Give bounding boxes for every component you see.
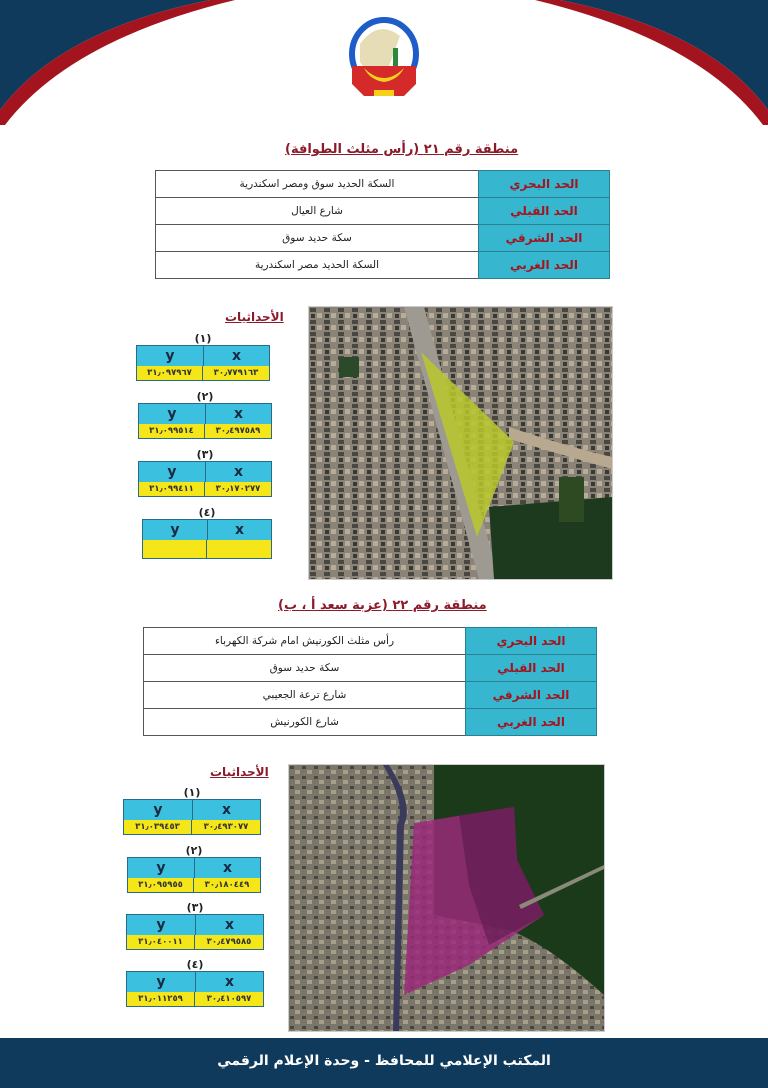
table-row xyxy=(156,198,610,225)
coord-y-value xyxy=(143,540,207,558)
coord-x-value: ٣٠٫٤٩٣٠٧٧ xyxy=(192,820,260,834)
coord-block xyxy=(127,844,261,893)
coord-x-header: x xyxy=(205,462,271,482)
zone-21-bounds-table xyxy=(155,170,610,279)
table-row xyxy=(144,682,597,709)
governorate-logo xyxy=(338,14,430,106)
coord-x-header: x xyxy=(203,346,269,366)
coord-number: (٤) xyxy=(186,958,204,971)
coord-x-value: ٣٠٫٤١٠٥٩٧ xyxy=(195,992,263,1006)
coord-y-header: y xyxy=(143,520,207,540)
table-row xyxy=(144,655,597,682)
coord-x-value: ٣٠٫٤٩٧٥٨٩ xyxy=(205,424,271,438)
coord-x-header: x xyxy=(192,800,260,820)
table-row xyxy=(156,171,610,198)
coord-y-header: y xyxy=(128,858,194,878)
coord-y-header: y xyxy=(139,404,205,424)
satellite-map-zone-21 xyxy=(308,306,613,580)
table-row xyxy=(156,252,610,279)
bound-label: الحد القبلي xyxy=(479,198,610,225)
bound-value: السكة الحديد سوق ومصر اسكندرية xyxy=(156,171,479,198)
bound-label: الحد القبلي xyxy=(466,655,597,682)
coord-number: (٤) xyxy=(198,506,216,519)
coord-x-header: x xyxy=(195,915,263,935)
zone-21-coords-title: الأحداثيات xyxy=(225,310,284,324)
coord-number: (١) xyxy=(183,786,201,799)
coord-x-header: x xyxy=(205,404,271,424)
bound-value: شارع الكورنيش xyxy=(144,709,466,736)
coord-y-value: ٣١٫٠٣٩٤٥٣ xyxy=(124,820,192,834)
zone-21-title: منطقة رقم ٢١ (رأس مثلث الطوافة) xyxy=(285,142,519,157)
bound-label: الحد البحري xyxy=(479,171,610,198)
coord-x-value: ٣٠٫١٧٠٢٧٧ xyxy=(205,482,271,496)
zone-22-bounds-table xyxy=(143,627,597,736)
coord-x-value xyxy=(207,540,271,558)
coord-x-value: ٣٠٫٧٧٩١٦٣ xyxy=(203,366,269,380)
coord-y-value: ٣١٫٠٩٧٩٦٧ xyxy=(137,366,203,380)
footer-text: المكتب الإعلامي للمحافظ - وحدة الإعلام الرقمي xyxy=(217,1053,551,1069)
coord-block xyxy=(142,506,272,559)
coord-block xyxy=(126,901,264,950)
zone-22-title: منطقة رقم ٢٢ (عزبة سعد أ ، ب) xyxy=(278,598,487,613)
coord-x-value: ٣٠٫١٨٠٤٤٩ xyxy=(194,878,260,892)
coord-number: (١) xyxy=(194,332,212,345)
bound-label: الحد الشرقي xyxy=(479,225,610,252)
table-row xyxy=(144,709,597,736)
coord-block xyxy=(136,332,270,381)
coord-y-value: ٣١٫٠١١٢٥٩ xyxy=(127,992,195,1006)
coord-number: (٢) xyxy=(185,844,203,857)
bound-label: الحد الشرقي xyxy=(466,682,597,709)
coord-y-header: y xyxy=(139,462,205,482)
bound-label: الحد الغربي xyxy=(466,709,597,736)
bound-value: شارع ترعة الجعيبي xyxy=(144,682,466,709)
coord-x-value: ٣٠٫٤٧٩٥٨٥ xyxy=(195,935,263,949)
coord-y-value: ٣١٫٠٤٠٠١١ xyxy=(127,935,195,949)
coord-y-header: y xyxy=(127,972,195,992)
coord-x-header: x xyxy=(195,972,263,992)
bound-value: سكة حديد سوق xyxy=(144,655,466,682)
bound-value: السكة الحديد مصر اسكندرية xyxy=(156,252,479,279)
bound-label: الحد البحري xyxy=(466,628,597,655)
coord-x-header: x xyxy=(207,520,271,540)
footer-banner xyxy=(0,1038,768,1088)
bound-label: الحد الغربي xyxy=(479,252,610,279)
coord-block xyxy=(138,448,272,497)
coord-block xyxy=(123,786,261,835)
coord-number: (٣) xyxy=(196,448,214,461)
coord-number: (٣) xyxy=(186,901,204,914)
coord-block xyxy=(138,390,272,439)
coord-y-value: ٣١٫٠٩٩٥١٤ xyxy=(139,424,205,438)
table-row xyxy=(144,628,597,655)
coord-y-header: y xyxy=(137,346,203,366)
coord-number: (٢) xyxy=(196,390,214,403)
bound-value: رأس مثلث الكورنيش امام شركة الكهرباء xyxy=(144,628,466,655)
zone-22-coords-title: الأحداثيات xyxy=(210,765,269,779)
coord-y-value: ٣١٫٠٩٥٩٥٥ xyxy=(128,878,194,892)
coord-x-header: x xyxy=(194,858,260,878)
bound-value: سكة حديد سوق xyxy=(156,225,479,252)
coord-block xyxy=(126,958,264,1007)
coord-y-value: ٣١٫٠٩٩٤١١ xyxy=(139,482,205,496)
bound-value: شارع العيال xyxy=(156,198,479,225)
coord-y-header: y xyxy=(124,800,192,820)
satellite-map-zone-22 xyxy=(288,764,605,1032)
coord-y-header: y xyxy=(127,915,195,935)
table-row xyxy=(156,225,610,252)
